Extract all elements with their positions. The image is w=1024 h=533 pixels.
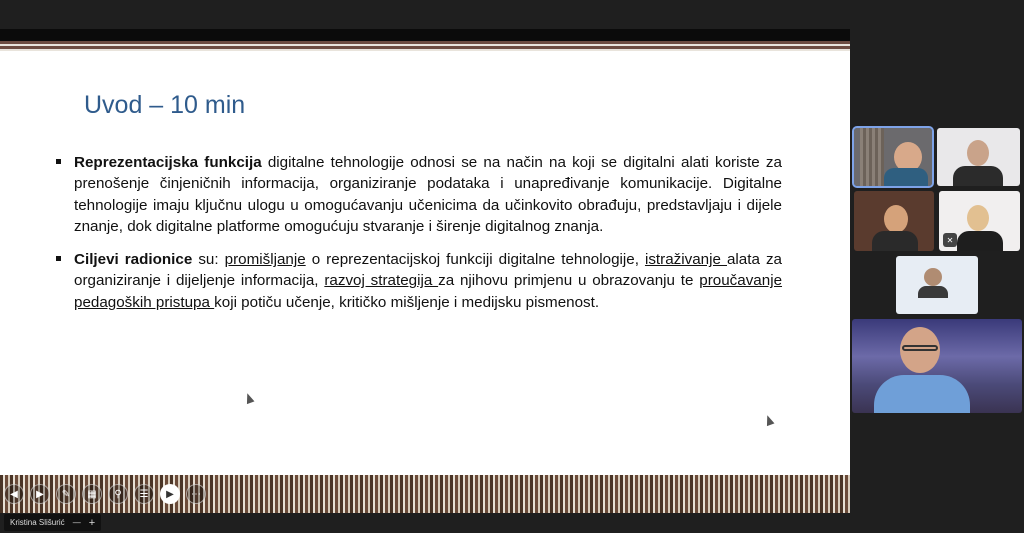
speaker-name: Kristina Slišurić <box>10 518 65 527</box>
underlined-text: promišljanje <box>224 251 306 269</box>
slide-bullets <box>56 152 782 325</box>
slides-grid-icon[interactable]: ▦ <box>82 484 102 504</box>
participant-tile-6[interactable] <box>852 319 1022 413</box>
add-icon[interactable]: + <box>88 516 96 529</box>
participant-tile-2[interactable] <box>937 128 1020 186</box>
participant-avatar <box>924 268 942 286</box>
slide-top-stripe <box>0 41 850 51</box>
slide-top-band <box>0 29 850 41</box>
participant-body <box>918 286 948 298</box>
next-slide-icon[interactable]: ▶ <box>30 484 50 504</box>
bullet-text: za njihovu primjenu u obrazovanju te <box>438 272 700 290</box>
presenter-toolbar <box>4 484 206 504</box>
participant-body <box>874 375 970 413</box>
shared-slide <box>0 29 850 513</box>
bullet-heading: Reprezentacijska funkcija <box>74 154 262 171</box>
bullet-text: alata za organiziranje i dijeljenje informacija, <box>74 251 782 290</box>
camera-icon[interactable]: ▶ <box>160 484 180 504</box>
mouse-cursor-icon <box>244 392 255 404</box>
underlined-text: proučavanje pedagoških pristupa <box>74 272 783 311</box>
participant-body <box>957 231 1003 251</box>
bullet-marker <box>56 256 61 261</box>
participant-tile-speaker[interactable] <box>854 128 932 186</box>
active-speaker-label <box>4 514 101 531</box>
bullet-text: digitalne tehnologije odnosi se na način na koji se digitalni alati koriste za prenošenje činjeničnih informacija, organiziranje podataka i unapređivanje komunikacije. Digitalne tehnologije imaju ključnu ulogu u omogućavanju učenicima da učinkovito obrađuju, predstavljaju i dijele znanje, dok digitalne platforme omogućuju stvaranje i širenje digitalnog znanja. <box>74 154 782 235</box>
bullet-representation-function <box>56 152 782 237</box>
participant-tile-3[interactable] <box>854 191 934 251</box>
glasses-icon <box>902 345 938 351</box>
participant-body <box>884 168 928 186</box>
underlined-text: istraživanje <box>644 251 727 269</box>
bullet-text: su: <box>192 251 225 269</box>
slide-title: Uvod – 10 min <box>84 91 246 119</box>
participant-avatar <box>967 205 989 231</box>
mouse-cursor-icon <box>764 414 775 426</box>
underlined-text: razvoj strategija <box>324 272 439 290</box>
options-icon[interactable]: ☰ <box>134 484 154 504</box>
bullet-heading: Ciljevi radionice <box>74 251 193 269</box>
zoom-icon[interactable]: ⚲ <box>108 484 128 504</box>
bullet-text: koji potiču učenje, kritičko mišljenje i medijsku pismenost. <box>214 293 600 311</box>
muted-microphone-icon: ✕ <box>943 233 957 247</box>
pen-icon[interactable]: ✎ <box>56 484 76 504</box>
bullet-workshop-goals <box>56 249 782 313</box>
participant-avatar <box>967 140 989 166</box>
participant-body <box>872 231 918 251</box>
participant-body <box>953 166 1003 186</box>
more-options-icon[interactable]: ⋯ <box>186 484 206 504</box>
participant-avatar <box>884 205 908 233</box>
participant-tile-5[interactable] <box>896 256 978 314</box>
participant-tile-4[interactable] <box>939 191 1020 251</box>
minimize-icon[interactable]: — <box>72 518 81 527</box>
bullet-text: o reprezentacijskoj funkciji digitalne tehnologije, <box>305 251 645 269</box>
bullet-marker <box>56 159 61 164</box>
previous-slide-icon[interactable]: ◀ <box>4 484 24 504</box>
curtain-background <box>860 128 884 186</box>
